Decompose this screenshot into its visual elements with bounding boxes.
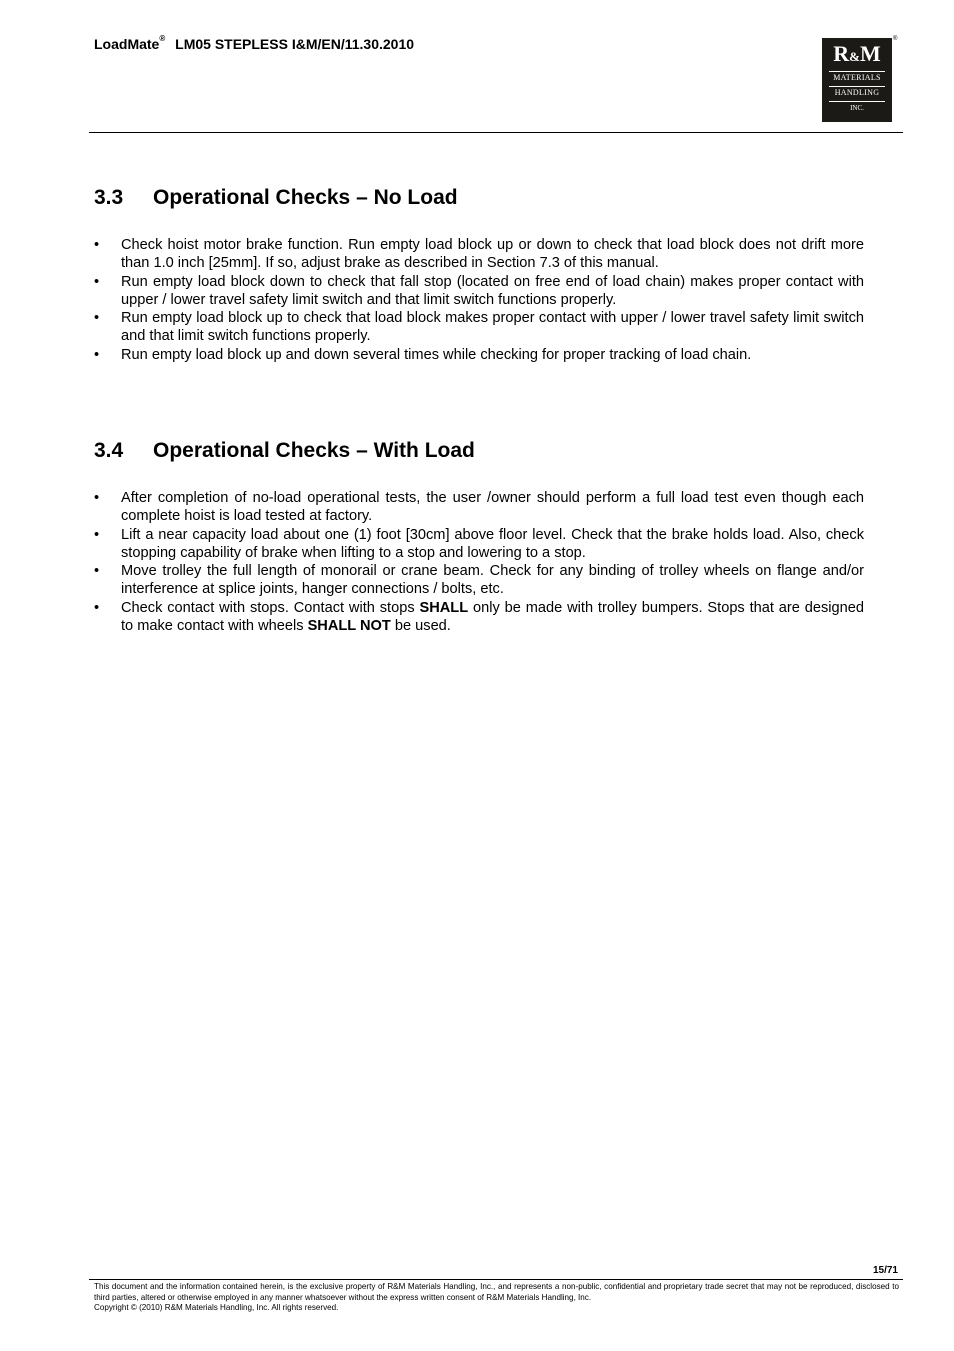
section-title: Operational Checks – No Load bbox=[153, 186, 458, 209]
logo-monogram: R&M bbox=[833, 41, 881, 66]
list-item: • Lift a near capacity load about one (1) foot [30cm] above floor level. Check that the brake holds load. Also, check stopping capability of brake when lifting to a stop and lowering to a stop. bbox=[94, 526, 864, 563]
logo-registered-mark: ® bbox=[893, 36, 898, 42]
emphasis-shall: SHALL bbox=[419, 599, 469, 616]
emphasis-shall-not: SHALL NOT bbox=[307, 618, 391, 635]
document-header bbox=[94, 36, 414, 52]
list-item: • Move trolley the full length of monorail or crane beam. Check for any binding of trolley wheels on flange and/or interference at splice joints, hanger connections / bolts, etc. bbox=[94, 562, 864, 599]
copyright-text: Copyright © (2010) R&M Materials Handling, Inc. All rights reserved. bbox=[94, 1303, 339, 1313]
section-heading-3-4 bbox=[94, 439, 475, 463]
section-heading-3-3 bbox=[94, 186, 458, 210]
list-item: • Check hoist motor brake function. Run empty load block up or down to check that load block does not drift more than 1.0 inch [25mm]. If so, adjust brake as described in Section 7.3 of this manual. bbox=[94, 236, 864, 273]
list-item: • Run empty load block up to check that load block makes proper contact with upper / lower travel safety limit switch and that limit switch functions properly. bbox=[94, 309, 864, 346]
footer-divider bbox=[89, 1279, 903, 1280]
list-item: • Run empty load block down to check that fall stop (located on free end of load chain) makes proper contact with upper / lower travel safety limit switch and that limit switch functions properly. bbox=[94, 273, 864, 310]
logo-materials: MATERIALS bbox=[833, 73, 881, 82]
logo-inc: INC. bbox=[850, 104, 864, 112]
section-number: 3.3 bbox=[94, 186, 124, 209]
confidentiality-text: This document and the information contained herein, is the exclusive property of R&M Materials Handling, Inc., and represents a non-public, confidential and proprietary trade secret that may not be reproduced, disclosed to third parties, altered or otherwise employed in any manner whatsoever without the express written consent of R&M Materials Handling, Inc. bbox=[94, 1282, 899, 1302]
list-item: • Check contact with stops. Contact with stops SHALL only be made with trolley bumpers. Stops that are designed to make contact with wheels SHALL NOT be used. bbox=[94, 599, 864, 636]
no-load-checks-list bbox=[94, 236, 864, 364]
list-item: • Run empty load block up and down several times while checking for proper tracking of load chain. bbox=[94, 346, 864, 364]
registered-mark: ® bbox=[159, 34, 166, 44]
confidentiality-notice bbox=[94, 1282, 899, 1314]
section-number: 3.4 bbox=[94, 439, 124, 462]
brand-name: LoadMate bbox=[94, 36, 160, 52]
page-number: 15/71 bbox=[872, 1265, 898, 1276]
section-title: Operational Checks – With Load bbox=[153, 439, 475, 462]
rm-logo bbox=[822, 38, 892, 122]
list-item: • After completion of no-load operational tests, the user /owner should perform a full load test even though each complete hoist is load tested at factory. bbox=[94, 489, 864, 526]
document-id: LM05 STEPLESS I&M/EN/11.30.2010 bbox=[175, 36, 415, 52]
with-load-checks-list bbox=[94, 489, 864, 635]
logo-handling: HANDLING bbox=[834, 88, 880, 97]
header-divider bbox=[89, 132, 903, 133]
